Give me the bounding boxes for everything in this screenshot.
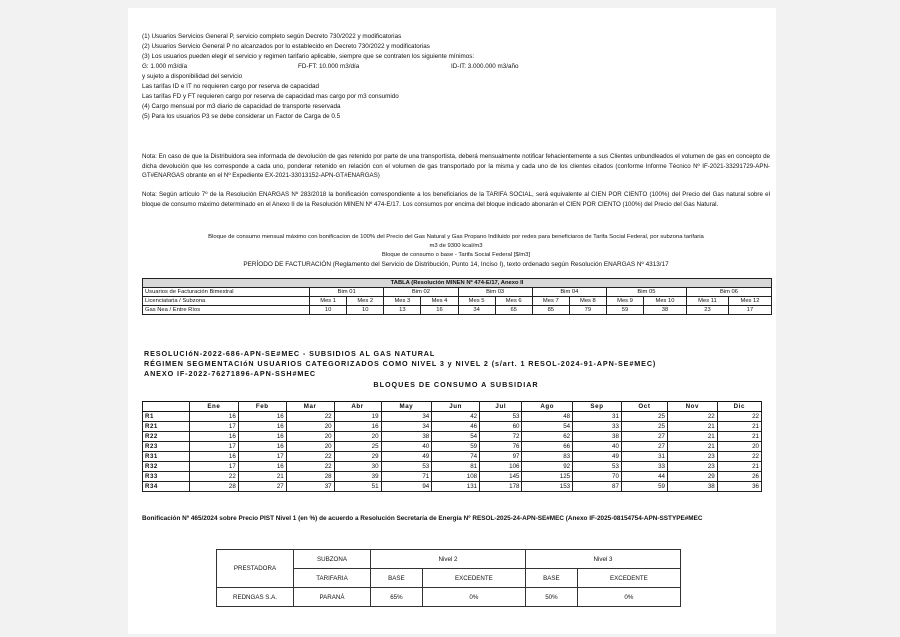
- value-cell: 70: [573, 472, 622, 482]
- value-cell: 106: [480, 462, 522, 472]
- month-header: Dic: [717, 402, 761, 412]
- value-cell: 92: [522, 462, 573, 472]
- value-cell: 51: [334, 482, 381, 492]
- value-cell: 19: [334, 412, 381, 422]
- value-cell: 27: [621, 432, 667, 442]
- note-3-minimums: [142, 62, 772, 72]
- note-5: (5) Para los usuarios P3 se debe considerar un Factor de Carga de 0.5: [142, 113, 341, 120]
- value-cell: 65: [495, 306, 532, 315]
- tabla-title: TABLA (Resolución MINEN Nº 474-E/17, Anexo II: [143, 279, 772, 288]
- value-cell: 53: [381, 462, 432, 472]
- row-label: R34: [143, 482, 190, 492]
- bloque-line-4: PERÍODO DE FACTURACIÓN (Reglamento del Servicio de Distribución, Punto 14, Inciso I), texto ordenado según Resolución ENARGAS Nº 4313/17: [243, 261, 669, 268]
- value-cell: 46: [432, 422, 480, 432]
- bloque-line-1: Bloque de consumo mensual máximo con bonificacion de 100% del Precio del Gas Natural y Gas Propano Indiluido por redes para beneficiaros de Tarifa Social Federal, por subzona tarifaria: [208, 234, 704, 240]
- month-header: Jun: [432, 402, 480, 412]
- document-page: [128, 8, 776, 634]
- value-cell: 153: [522, 482, 573, 492]
- bim-header: Bim 04: [532, 288, 606, 297]
- value-cell: 40: [573, 442, 622, 452]
- value-cell: 44: [621, 472, 667, 482]
- row-label: R31: [143, 452, 190, 462]
- value-cell: 21: [717, 462, 761, 472]
- value-cell: 10: [347, 306, 384, 315]
- header-tarifaria: TARIFARIA: [294, 569, 371, 588]
- mes-row: [143, 297, 772, 306]
- cell-n3-excedente: 0%: [577, 588, 680, 607]
- value-cell: 71: [381, 472, 432, 482]
- value-cell: 22: [717, 412, 761, 422]
- note-3-b: Las tarifas ID e IT no requieren cargo por reserva de capacidad: [142, 83, 319, 90]
- value-cell: 79: [569, 306, 606, 315]
- value-cell: 27: [238, 482, 286, 492]
- value-cell: 108: [432, 472, 480, 482]
- bonificacion-heading: Bonificación Nº 465/2024 sobre Precio PIST Nivel 1 (en %) de acuerdo a Resolución Secretaría de Energía Nº RESOL-2025-24-APN-SE#MEC (Anexo IF-2025-08154754-APN-SSTYPE#MEC: [142, 515, 703, 522]
- value-cell: 145: [480, 472, 522, 482]
- value-cell: 53: [573, 462, 622, 472]
- tabla-tarifa-social: [142, 278, 772, 315]
- value-cell: 20: [717, 442, 761, 452]
- table-row: [143, 442, 762, 452]
- row-label: R1: [143, 412, 190, 422]
- mes-cell: Mes 6: [495, 297, 532, 306]
- value-cell: 29: [334, 452, 381, 462]
- min-fd-ft: FD-FT: 10.000 m3/día: [298, 63, 360, 70]
- value-cell: 39: [334, 472, 381, 482]
- value-row: [143, 306, 772, 315]
- value-cell: 97: [480, 452, 522, 462]
- value-cell: 37: [286, 482, 334, 492]
- month-header: Ago: [522, 402, 573, 412]
- value-cell: 17: [190, 422, 239, 432]
- mes-cell: Mes 11: [686, 297, 728, 306]
- month-header: Nov: [667, 402, 717, 412]
- row-label: R22: [143, 432, 190, 442]
- value-cell: 29: [667, 472, 717, 482]
- value-cell: 59: [432, 442, 480, 452]
- note-3: (3) Los usuarios pueden elegir el servicio y regimen tarifario aplicable, siempre que se contraten los siguiente mínimos:: [142, 53, 475, 60]
- value-cell: 33: [621, 462, 667, 472]
- value-cell: 23: [686, 306, 728, 315]
- value-cell: 60: [480, 422, 522, 432]
- header-n2-excedente: EXCEDENTE: [422, 569, 525, 588]
- table-row: [143, 462, 762, 472]
- value-cell: 16: [238, 422, 286, 432]
- bim-header: Bim 02: [384, 288, 458, 297]
- value-cell: 16: [190, 432, 239, 442]
- month-header: Feb: [238, 402, 286, 412]
- month-header: Jul: [480, 402, 522, 412]
- nota-devolucion: Nota: En caso de que la Distribuidora sea informada de devolución de gas retenido por parte de una transportista, deberá mensualmente notificar fehacientemente a sus Clientes unbundleados el volumen de gas en concepto de dicha devolución que les corresponde a cada uno, ponderar retenido en relación con el volumen de gas transportado por la misma y cada uno de los clientes citados (conforme Informe Técnico Nº IF-2021-33291729-APN-GT#ENARGAS obrante en el Nº Expediente EX-2021-33013152-APN-GT#ENARGAS): [142, 153, 770, 180]
- header-nivel-3: Nivel 3: [525, 550, 680, 569]
- value-cell: 22: [286, 462, 334, 472]
- table-row: [143, 452, 762, 462]
- bloque-line-2: m3 de 9300 kcal/m3: [429, 243, 483, 249]
- value-cell: 17: [190, 462, 239, 472]
- value-cell: 21: [717, 432, 761, 442]
- header-n3-base: BASE: [525, 569, 577, 588]
- bim-header: Bim 01: [310, 288, 384, 297]
- value-cell: 33: [573, 422, 622, 432]
- value-cell: 34: [458, 306, 495, 315]
- value-cell: 22: [667, 412, 717, 422]
- value-cell: 23: [667, 452, 717, 462]
- value-cell: 48: [522, 412, 573, 422]
- row-label: R21: [143, 422, 190, 432]
- min-g: G: 1.000 m3/día: [142, 63, 188, 70]
- value-cell: 49: [381, 452, 432, 462]
- value-cell: 85: [532, 306, 569, 315]
- row-label-bimestral: Usuarios de Facturación Bimestral: [143, 288, 310, 297]
- value-cell: 83: [522, 452, 573, 462]
- value-cell: 59: [621, 482, 667, 492]
- value-cell: 76: [480, 442, 522, 452]
- months-header-row: [143, 402, 762, 412]
- cell-subzona: PARANÁ: [294, 588, 371, 607]
- mes-cell: Mes 1: [310, 297, 347, 306]
- cell-n2-base: 65%: [371, 588, 423, 607]
- min-id-it: ID-IT: 3.000.000 m3/año: [451, 63, 519, 70]
- value-cell: 21: [667, 432, 717, 442]
- month-header: May: [381, 402, 432, 412]
- value-cell: 22: [190, 472, 239, 482]
- note-3-c: Las tarifas FD y FT requieren cargo por reserva de capacidad mas cargo por m3 consumido: [142, 93, 399, 100]
- cell-n2-excedente: 0%: [422, 588, 525, 607]
- note-1: (1) Usuarios Servicios General P, servicio completo según Decreto 730/2022 y modificatorias: [142, 33, 402, 40]
- mes-cell: Mes 7: [532, 297, 569, 306]
- value-cell: 21: [667, 442, 717, 452]
- value-cell: 31: [621, 452, 667, 462]
- row-label-gasnea: Gas Nea / Entre Ríos: [143, 306, 310, 315]
- value-cell: 30: [334, 462, 381, 472]
- value-cell: 49: [573, 452, 622, 462]
- resolucion-line-1: RESOLUCIóN-2022-686-APN-SE#MEC - SUBSIDIOS AL GAS NATURAL: [144, 349, 436, 358]
- value-cell: 38: [667, 482, 717, 492]
- value-cell: 38: [644, 306, 687, 315]
- mes-cell: Mes 10: [644, 297, 687, 306]
- header-prestadora: PRESTADORA: [217, 550, 294, 588]
- bloques-title: BLOQUES DE CONSUMO A SUBSIDIAR: [373, 380, 539, 389]
- value-cell: 54: [522, 422, 573, 432]
- bim-header: Bim 06: [686, 288, 771, 297]
- value-cell: 16: [238, 412, 286, 422]
- value-cell: 22: [286, 412, 334, 422]
- value-cell: 28: [286, 472, 334, 482]
- resolucion-line-2: RÉGIMEN SEGMENTACIóN USUARIOS CATEGORIZADOS COMO NIVEL 3 y NIVEL 2 (s/art. 1 RESOL-2024-91-APN-SE#MEC): [144, 359, 657, 368]
- value-cell: 20: [286, 432, 334, 442]
- value-cell: 94: [381, 482, 432, 492]
- value-cell: 131: [432, 482, 480, 492]
- value-cell: 54: [432, 432, 480, 442]
- value-cell: 38: [573, 432, 622, 442]
- mes-cell: Mes 8: [569, 297, 606, 306]
- note-3-cont: y sujeto a disponibilidad del servicio: [142, 73, 243, 80]
- value-cell: 62: [522, 432, 573, 442]
- value-cell: 28: [190, 482, 239, 492]
- value-cell: 17: [729, 306, 772, 315]
- value-cell: 20: [286, 422, 334, 432]
- value-cell: 38: [381, 432, 432, 442]
- table-row: [143, 432, 762, 442]
- value-cell: 21: [717, 422, 761, 432]
- value-cell: 21: [667, 422, 717, 432]
- table-row: [143, 482, 762, 492]
- cell-prestadora: REDNGAS S.A.: [217, 588, 294, 607]
- value-cell: 53: [480, 412, 522, 422]
- row-label-licenciataria: Licenciataria / Subzona: [143, 297, 310, 306]
- value-cell: 34: [381, 412, 432, 422]
- value-cell: 59: [606, 306, 643, 315]
- value-cell: 81: [432, 462, 480, 472]
- value-cell: 13: [384, 306, 421, 315]
- value-cell: 34: [381, 422, 432, 432]
- row-label: R23: [143, 442, 190, 452]
- table-row: [143, 412, 762, 422]
- value-cell: 125: [522, 472, 573, 482]
- value-cell: 36: [717, 482, 761, 492]
- header-n2-base: BASE: [371, 569, 423, 588]
- header-nivel-2: Nivel 2: [371, 550, 526, 569]
- note-4: (4) Cargo mensual por m3 diario de capacidad de transporte reservada: [142, 103, 341, 110]
- value-cell: 16: [190, 452, 239, 462]
- table-row: [143, 422, 762, 432]
- tabla-bloques-consumo: [142, 401, 762, 492]
- resolucion-line-3: ANEXO IF-2022-76271896-APN-SSH#MEC: [144, 369, 317, 378]
- value-cell: 26: [717, 472, 761, 482]
- value-cell: 16: [190, 412, 239, 422]
- note-2: (2) Usuarios Servicio General P no alcanzados por lo establecido en Decreto 730/2022 y modificatorias: [142, 43, 430, 50]
- mes-cell: Mes 9: [606, 297, 643, 306]
- value-cell: 16: [238, 442, 286, 452]
- bloque-line-3: Bloque de consumo o base - Tarifa Social Federal [$/m3]: [381, 252, 531, 258]
- value-cell: 40: [381, 442, 432, 452]
- row-label: R33: [143, 472, 190, 482]
- mes-cell: Mes 5: [458, 297, 495, 306]
- value-cell: 20: [334, 432, 381, 442]
- value-cell: 16: [238, 432, 286, 442]
- value-cell: 10: [310, 306, 347, 315]
- value-cell: 72: [480, 432, 522, 442]
- table-row: [143, 472, 762, 482]
- mes-cell: Mes 12: [729, 297, 772, 306]
- value-cell: 20: [286, 442, 334, 452]
- nota-tarifa-social: Nota: Según artículo 7º de la Resolución ENARGAS Nº 283/2018 la bonificación correspondiente a los beneficiarios de la TARIFA SOCIAL, será equivalente al CIEN POR CIENTO (100%) del Precio del Gas natural sobre el bloque de consumo máximo determinado en el Anexo II de la Resolución MINEN Nº 474-E/17. Los consumos por encima del bloque indicado abonarán el CIEN POR CIENTO (100%) del Precio del Gas Natural.: [142, 191, 770, 208]
- value-cell: 23: [667, 462, 717, 472]
- value-cell: 178: [480, 482, 522, 492]
- value-cell: 25: [334, 442, 381, 452]
- value-cell: 22: [717, 452, 761, 462]
- value-cell: 16: [334, 422, 381, 432]
- mes-cell: Mes 4: [421, 297, 458, 306]
- header-subzona: SUBZONA: [294, 550, 371, 569]
- value-cell: 27: [621, 442, 667, 452]
- bim-header: Bim 05: [606, 288, 686, 297]
- value-cell: 16: [238, 462, 286, 472]
- value-cell: 87: [573, 482, 622, 492]
- mes-cell: Mes 2: [347, 297, 384, 306]
- value-cell: 17: [238, 452, 286, 462]
- footnotes: [142, 32, 772, 122]
- value-cell: 66: [522, 442, 573, 452]
- header-n3-excedente: EXCEDENTE: [577, 569, 680, 588]
- value-cell: 42: [432, 412, 480, 422]
- month-header: Mar: [286, 402, 334, 412]
- corner-cell: [143, 402, 190, 412]
- value-cell: 74: [432, 452, 480, 462]
- value-cell: 25: [621, 422, 667, 432]
- resolucion-heading: [144, 349, 656, 379]
- value-cell: 22: [286, 452, 334, 462]
- value-cell: 17: [190, 442, 239, 452]
- month-header: Abr: [334, 402, 381, 412]
- cell-n3-base: 50%: [525, 588, 577, 607]
- bim-header: Bim 03: [458, 288, 532, 297]
- value-cell: 25: [621, 412, 667, 422]
- value-cell: 21: [238, 472, 286, 482]
- row-label: R32: [143, 462, 190, 472]
- month-header: Sep: [573, 402, 622, 412]
- tabla-bonificacion: [216, 549, 681, 607]
- value-cell: 31: [573, 412, 622, 422]
- value-cell: 16: [421, 306, 458, 315]
- mes-cell: Mes 3: [384, 297, 421, 306]
- month-header: Ene: [190, 402, 239, 412]
- month-header: Oct: [621, 402, 667, 412]
